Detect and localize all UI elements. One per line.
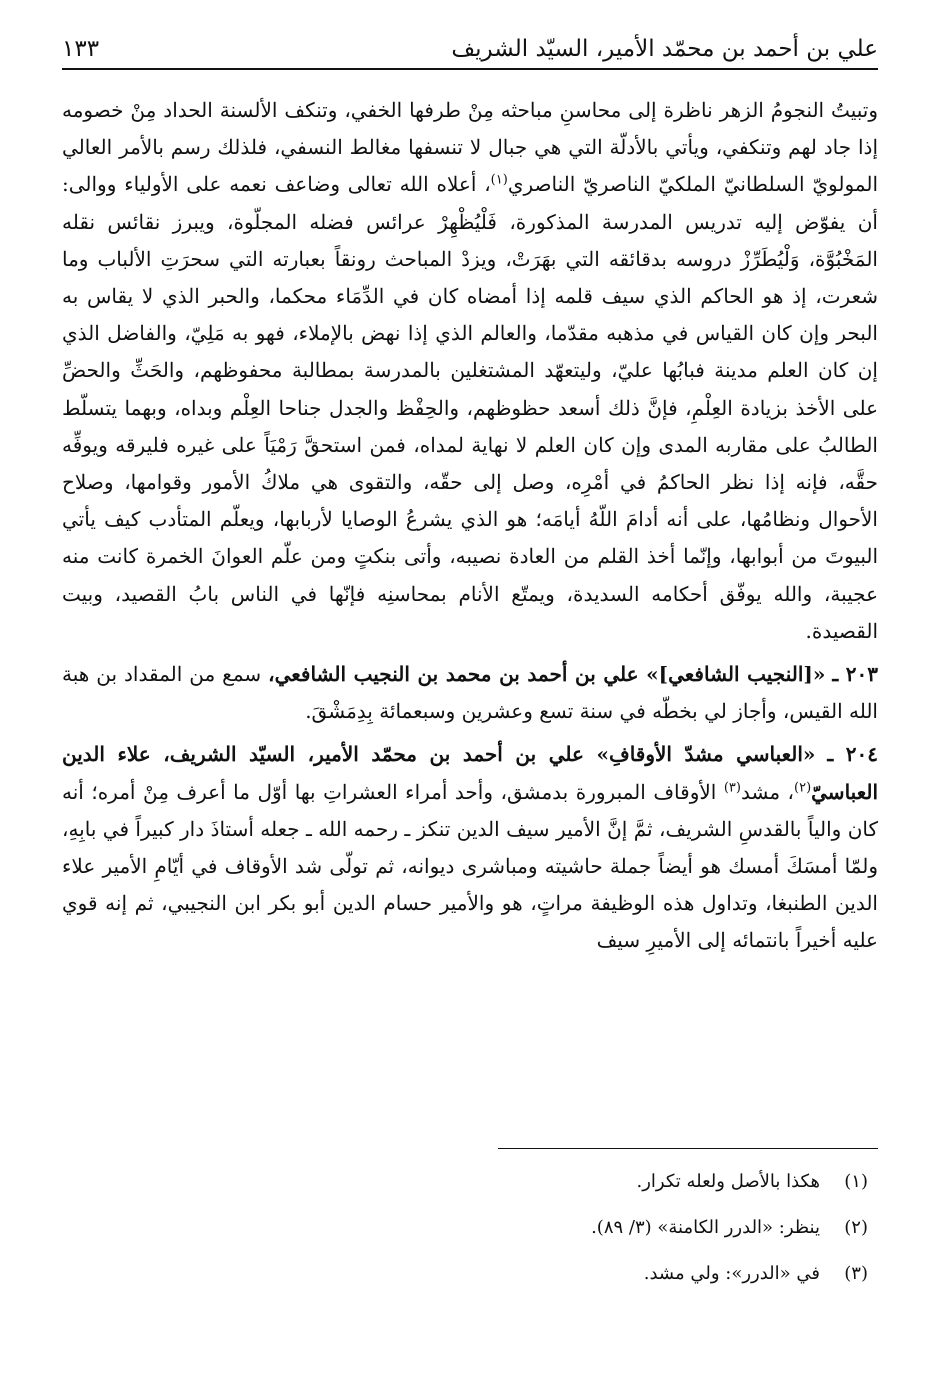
running-title: علي بن أحمد بن محمّد الأمير، السيّد الشريف [451,36,878,62]
footnote-rule [498,1148,878,1149]
footnote-ref-1: (١) [490,172,508,188]
footnotes [62,1170,878,1308]
page-number: ١٣٣ [62,36,100,62]
footnote-ref-2: (٢) [794,780,812,795]
header-rule [62,68,878,70]
main-text [62,92,878,960]
entry-name: «العباسي مشدّ الأوقافِ» علي بن أحمد بن محمّد الأمير، السيّد الشريف، علاء الدين العباسيّ [62,742,878,804]
footnote-number: (٣) [844,1263,868,1284]
footnote-text: هكذا بالأصل ولعله تكرار. [636,1171,820,1192]
footnote-2 [62,1216,878,1240]
biography-entry-204 [62,736,878,959]
page-header [62,18,878,64]
paragraph-text: وتبيتُ النجومُ الزهر ناظرة إلى محاسنِ مباحثه مِنْ طرفها الخفي، وتنكف الألسنة الحداد مِنْ خصومه إذا جاد لهم وتنكفي، ويأتي بالأدلّة التي هي جبال لا تنسفها مغالط النسفي، فلذلك رسم بالأمر العالي المولويّ السلطانيّ الملكيّ الناصريّ الناصري [62,98,878,197]
entry-number: ٢٠٤ ـ [827,742,878,767]
paragraph-text: ، أعلاه الله تعالى وضاعف نعمه على الأولياء ووالى: أن يفوّض إليه تدريس المدرسة المذكورة، فَلْيُظْهِرْ عرائس فضله المجلّوة، ويبرز نقائس نقله المَخْبُوَّة، وَلْيُطَرِّزْ دروسه بدقائقه التي بهَرَتْ، ويزدْ المباحث رونقاً بعبارته التي سحرَتِ الألباب وما شعرت، إذ هو الحاكم الذي سيف قلمه إذا أمضاه كان في الدِّمَاء محكما، والحبر الذي لا يقاس به البحر وإن كان القياس في مذهبه مقدّما، والعالم الذي إذا نهض بالإملاء، فهو به مَلِيّ، والفاضل الذي إن كان العلم مدينة فبابُها عليّ، وليتعهّد المشتغلين بالمدرسة بمطالبة محفوظهم، والحَثِّ والحضِّ على الأخذ بزيادة العِلْمِ، فإنَّ ذلك أسعد حظوظهم، والحِفْظ والجدل جناحا العِلْم وبداه، وبهما يتسلّط الطالبُ على مقاربه المدى وإن كان العلم لا نهاية لمداه، فمن استحقَّ رَمْيَاً على غيره فليرقه ويوفِّه حقَّه، فإنه إذا نظر الحاكمُ في أمْرِه، وصل إلى حقّه، والتقوى هي ملاكُ الأمور وقوامها، وصلاح الأحوال ونظامُها، على أنه أدامَ اللّهُ أيامَه؛ هو الذي يشرعُ الوصايا لأربابها، ويعلّم المتأدب كيف يأتي البيوتَ من أبوابها، وإنّما أخذ القلم من العادة نصيبه، وأتى بنكتٍ ومن علّم العوانَ الخمرة كانت منه عجيبة، والله يوفّق أحكامه السديدة، ويمتّع الأنام بمحاسنِه فإنّها في الناس بابُ القصيد، وبيت القصيدة. [62,172,879,643]
footnote-text: ينظر: «الدرر الكامنة» (٣/ ٨٩). [591,1217,820,1238]
footnote-ref-3: (٣) [723,780,741,795]
entry-number: ٢٠٣ ـ [832,662,879,687]
entry-name: «[النجيب الشافعي]» علي بن أحمد بن محمد بن النجيب الشافعي، [268,662,826,687]
biography-entry-203 [62,656,878,730]
entry-text: سمع من المقداد بن هبة الله القيس، وأجاز لي بخطّه في سنة تسع وعشرين وسبعمائة بِدِمَشْقَ. [62,662,878,724]
body-paragraph [62,92,878,650]
footnote-1 [62,1170,878,1194]
footnote-3 [62,1262,878,1286]
footnote-number: (١) [844,1171,868,1192]
footnote-number: (٢) [844,1217,868,1238]
footnote-text: في «الدرر»: ولي مشد. [643,1263,820,1284]
entry-text: ، مشد [740,779,794,804]
entry-text: الأوقاف المبرورة بدمشق، وأحد أمراء العشراتِ بها أوّل ما أعرف مِنْ أمره؛ أنه كان والياً بالقدسِ الشريف، ثمَّ إنَّ الأمير سيف الدين تنكز ـ رحمه الله ـ جعله أستاذَ دار كبيراً في بابِهِ، ولمّا أمسَكَ أمسك هو أيضاً جملة حاشيته ومباشرى ديوانه، ثم تولّى شد الأوقاف في أيّامِ الأمير علاء الدين الطنبغا، وتداول هذه الوظيفة مراتٍ، هو والأمير حسام الدين أبو بكر ابن النجيبي، ثم إنه قوي عليه أخيراً بانتمائه إلى الأميرِ سيف [62,779,878,953]
